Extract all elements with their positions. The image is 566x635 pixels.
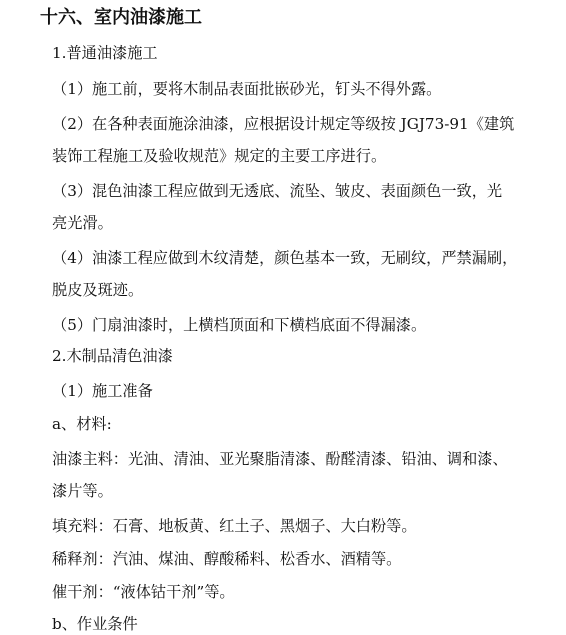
paragraph-line: a、材料:	[52, 415, 112, 433]
subsection-heading-wood-clear-paint: 2.木制品清色油漆	[52, 347, 173, 365]
paragraph-line: （1）施工前，要将木制品表面批嵌砂光，钉头不得外露。	[52, 80, 442, 98]
paragraph-line: 油漆主料：光油、清油、亚光聚脂清漆、酚醛清漆、铅油、调和漆、	[52, 450, 508, 468]
paragraph-line: 稀释剂：汽油、煤油、醇酸稀料、松香水、酒精等。	[52, 550, 402, 568]
paragraph-line: （2）在各种表面施涂油漆，应根据设计规定等级按 JGJ73-91《建筑	[52, 115, 515, 133]
subsection-heading-ordinary-paint: 1.普通油漆施工	[52, 44, 158, 62]
paragraph-line: 亮光滑。	[52, 214, 113, 232]
paragraph-line: 脱皮及斑迹。	[52, 281, 144, 299]
paragraph-line: 催干剂：“液体钴干剂”等。	[52, 583, 235, 601]
paragraph-line: 填充料：石膏、地板黄、红土子、黑烟子、大白粉等。	[52, 517, 417, 535]
paragraph-line: 漆片等。	[52, 482, 113, 500]
paragraph-line: （5）门扇油漆时，上横档顶面和下横档底面不得漏漆。	[52, 316, 427, 334]
paragraph-line: b、作业条件	[52, 615, 138, 633]
section-title: 十六、室内油漆施工	[40, 7, 202, 28]
paragraph-line: 装饰工程施工及验收规范》规定的主要工序进行。	[52, 147, 387, 165]
paragraph-line: （1）施工准备	[52, 382, 153, 400]
paragraph-line: （3）混色油漆工程应做到无透底、流坠、皱皮、表面颜色一致，光	[52, 182, 503, 200]
paragraph-line: （4）油漆工程应做到木纹清楚，颜色基本一致，无刷纹，严禁漏刷，	[52, 249, 518, 267]
